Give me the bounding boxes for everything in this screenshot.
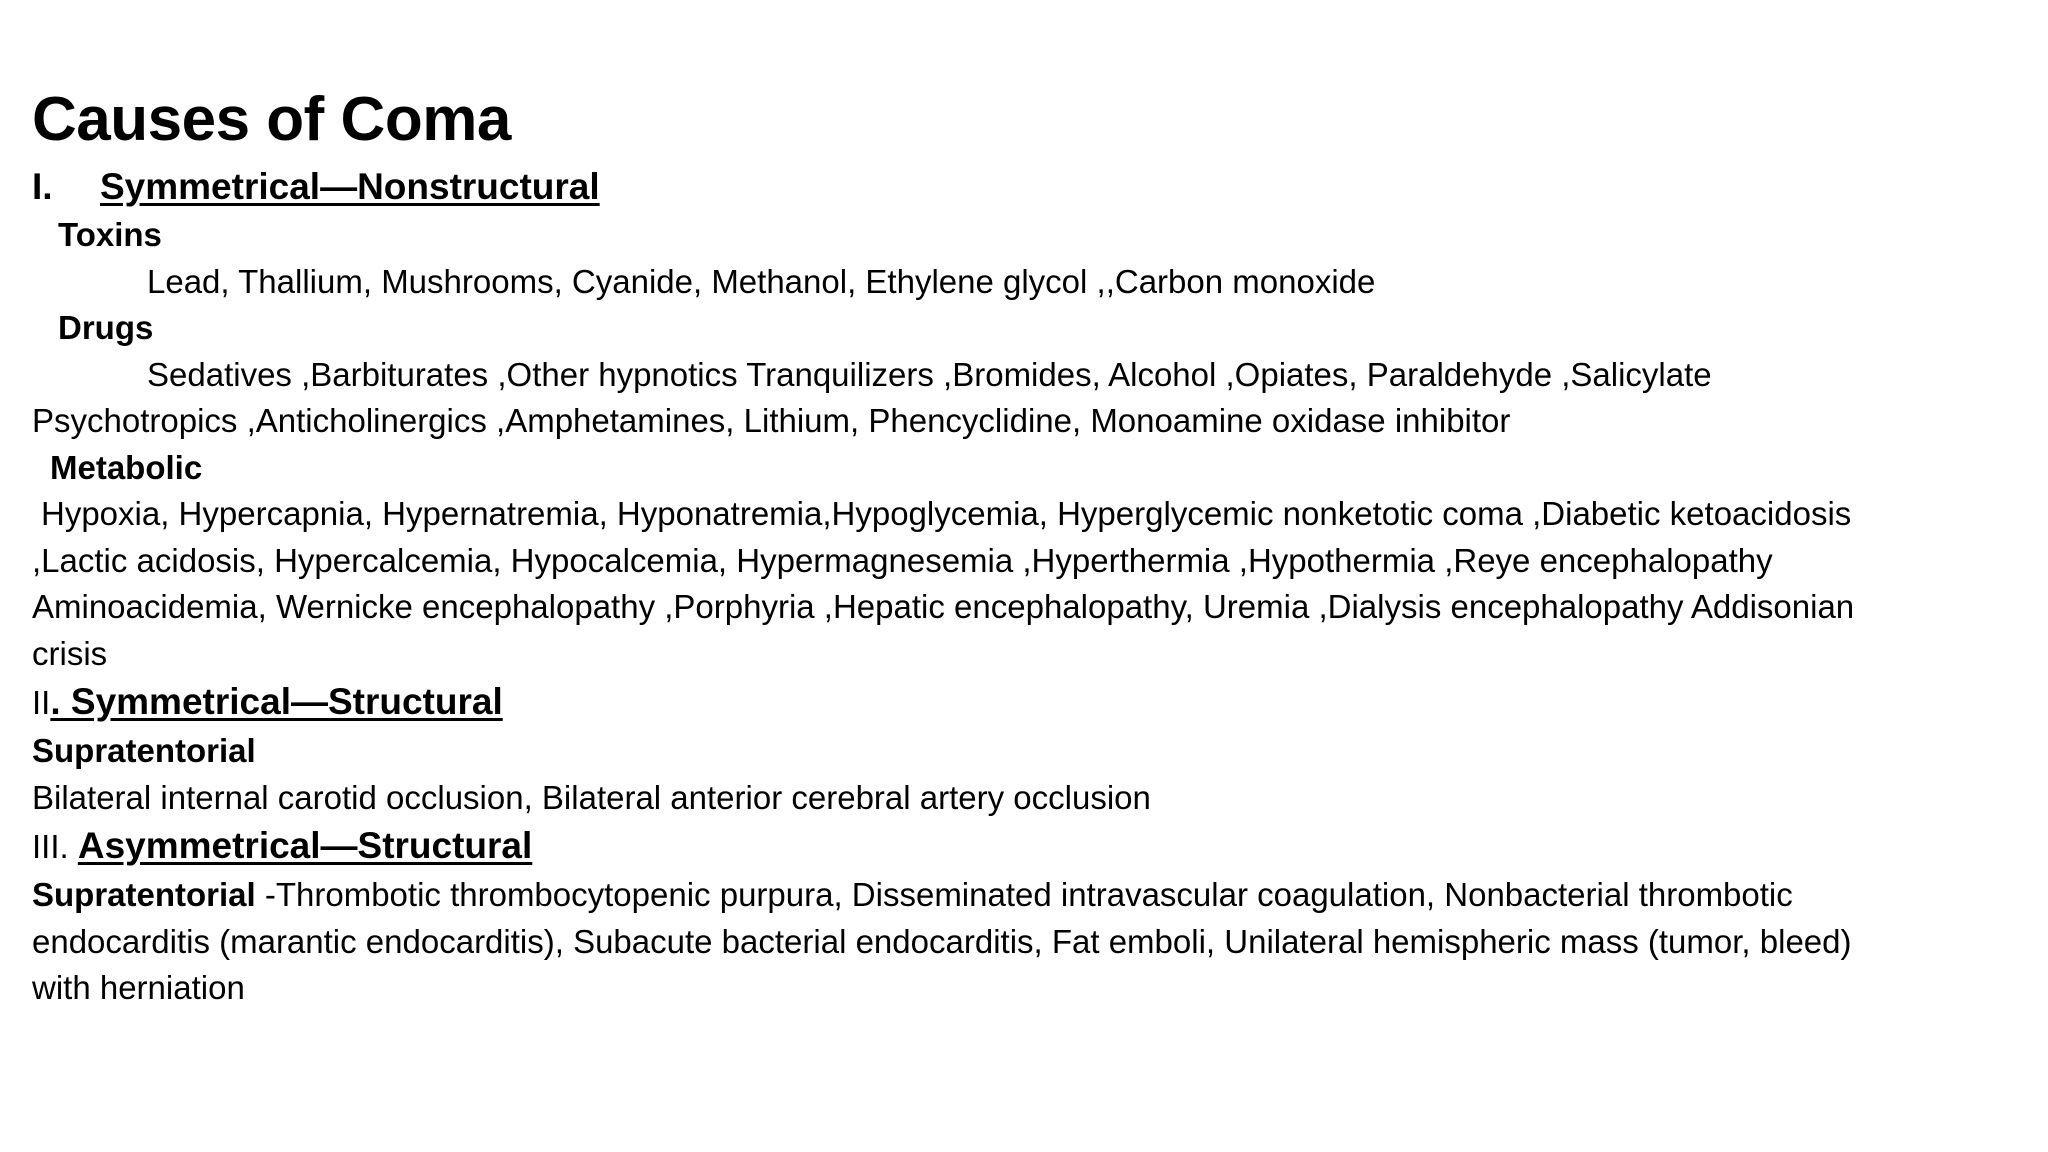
section-2-supratentorial-text: Bilateral internal carotid occlusion, Bilateral anterior cerebral artery occlusion <box>32 778 1151 816</box>
slide-content <box>32 78 2022 1012</box>
section-2-supratentorial-label: Supratentorial <box>32 732 256 769</box>
metabolic-line-4: crisis <box>32 634 108 672</box>
section-3-number: III. <box>32 828 78 865</box>
section-3-line-1 <box>32 872 2022 919</box>
metabolic-line-1: Hypoxia, Hypercapnia, Hypernatremia, Hyponatremia,Hypoglycemia, Hyperglycemic nonketotic coma ,Diabetic ketoacidosis <box>41 495 1852 532</box>
toxins-label: Toxins <box>58 216 162 253</box>
drugs-label: Drugs <box>58 309 154 346</box>
section-3-title: Asymmetrical—Structural <box>77 825 533 866</box>
slide-title: Causes of Coma <box>32 85 511 154</box>
section-3-heading <box>32 821 2022 872</box>
section-2-title: . Symmetrical—Structural <box>50 681 503 722</box>
section-3-line-2: endocarditis (marantic endocarditis), Subacute bacterial endocarditis, Fat emboli, Unilateral hemispheric mass (tumor, bleed) <box>32 922 1852 960</box>
section-2-number: II <box>32 684 51 721</box>
section-3-supratentorial-label: Supratentorial <box>32 876 256 913</box>
section-1-number: I. <box>32 166 53 207</box>
section-3-line-1-text: -Thrombotic thrombocytopenic purpura, Disseminated intravascular coagulation, Nonbacterial thrombotic <box>255 876 1793 913</box>
section-1-title: Symmetrical—Nonstructural <box>100 166 600 207</box>
section-3-line-3: with herniation <box>32 969 245 1006</box>
metabolic-label: Metabolic <box>50 448 203 486</box>
section-1-heading <box>32 162 2022 212</box>
metabolic-line-3: Aminoacidemia, Wernicke encephalopathy ,Porphyria ,Hepatic encephalopathy, Uremia ,Dialysis encephalopathy Addisonian <box>32 588 1855 625</box>
section-2-heading <box>32 677 2022 728</box>
toxins-text: Lead, Thallium, Mushrooms, Cyanide, Methanol, Ethylene glycol ,,Carbon monoxide <box>147 262 1376 300</box>
metabolic-line-2: ,Lactic acidosis, Hypercalcemia, Hypocalcemia, Hypermagnesemia ,Hyperthermia ,Hypothermia ,Reye encephalopathy <box>32 541 1773 579</box>
drugs-text-line-2: Psychotropics ,Anticholinergics ,Amphetamines, Lithium, Phencyclidine, Monoamine oxidase inhibitor <box>32 402 1511 439</box>
drugs-text-line-1: Sedatives ,Barbiturates ,Other hypnotics Tranquilizers ,Bromides, Alcohol ,Opiates, Paraldehyde ,Salicylate <box>147 355 1712 393</box>
